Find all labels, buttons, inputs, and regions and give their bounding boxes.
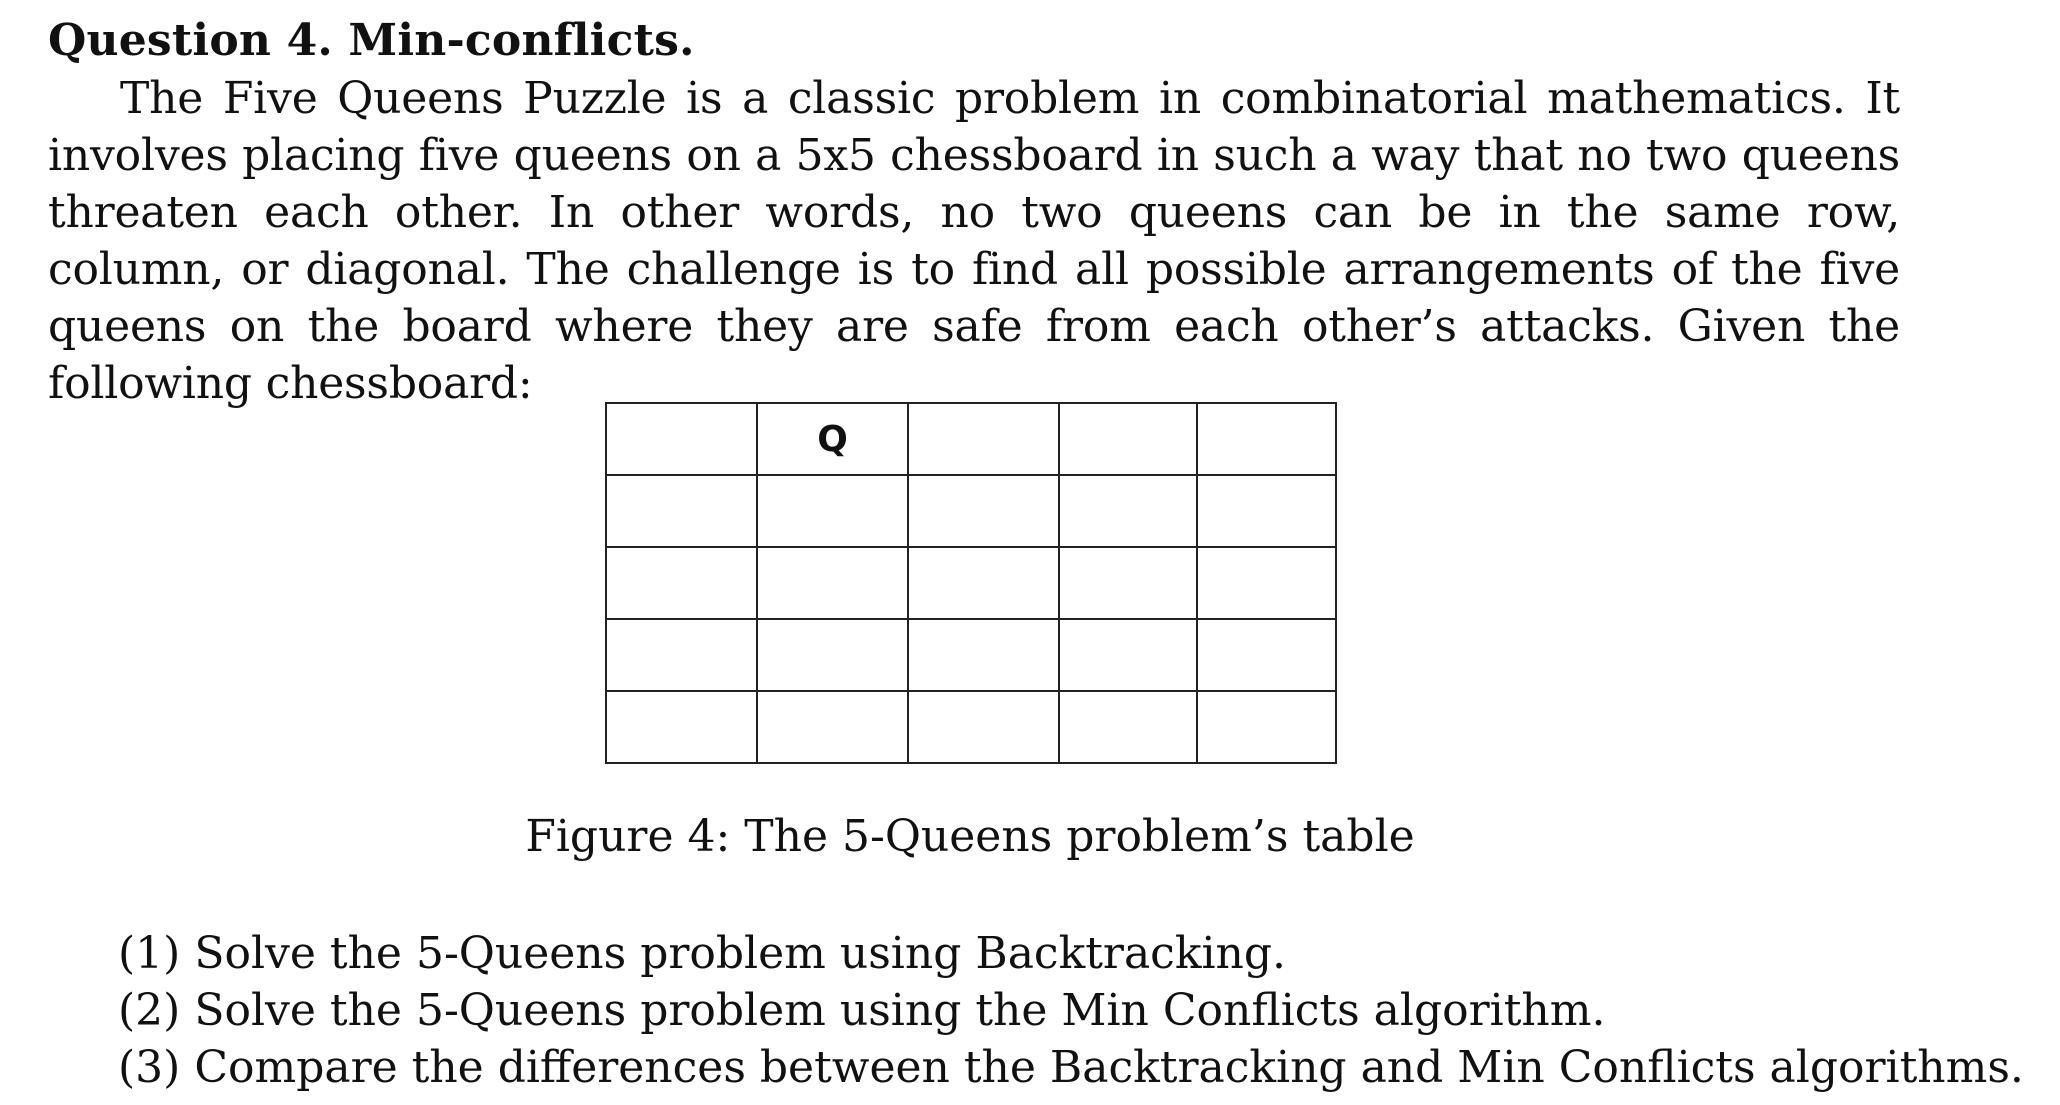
board-cell (1059, 691, 1197, 763)
board-row (606, 403, 1336, 475)
board-cell (908, 691, 1059, 763)
board-cell (1059, 475, 1197, 547)
task-item: (2) Solve the 5-Queens problem using the Min Conflicts algorithm. (118, 985, 1606, 1036)
board-cell (1197, 475, 1336, 547)
board-cell (1059, 403, 1197, 475)
board-row (606, 691, 1336, 763)
board-cell (1197, 547, 1336, 619)
board-cell (757, 691, 908, 763)
board-cell (606, 403, 757, 475)
board-cell (606, 619, 757, 691)
board-cell (757, 547, 908, 619)
question-intro: The Five Queens Puzzle is a classic problem in combinatorial mathematics. It involves placing five queens on a 5x5 chessboard in such a way that no two queens threaten each other. In other words, no two queens can be in the same row, column, or diagonal. The challenge is to find all possible arrangements of the five queens on the board where they are safe from each other’s attacks. Given the following chessboard: (48, 73, 1900, 409)
question-title: Question 4. Min-conflicts. (48, 15, 695, 66)
board-cell (908, 403, 1059, 475)
board-cell (908, 475, 1059, 547)
chessboard-table (605, 402, 1337, 764)
board-cell (1197, 691, 1336, 763)
board-cell (908, 547, 1059, 619)
board-cell (1197, 619, 1336, 691)
board-cell (1059, 547, 1197, 619)
board-cell (908, 619, 1059, 691)
board-cell (606, 547, 757, 619)
board-cell (757, 475, 908, 547)
board-row (606, 547, 1336, 619)
board-row (606, 475, 1336, 547)
queen-cell: Q (757, 403, 908, 475)
figure-caption: Figure 4: The 5-Queens problem’s table (525, 811, 1415, 862)
task-item: (1) Solve the 5-Queens problem using Backtracking. (118, 928, 1287, 979)
board-cell (1197, 403, 1336, 475)
task-list (118, 925, 2024, 1096)
board-cell (606, 475, 757, 547)
board-cell (1059, 619, 1197, 691)
board-row (606, 619, 1336, 691)
board-cell (606, 691, 757, 763)
board-cell (757, 619, 908, 691)
task-item: (3) Compare the differences between the Backtracking and Min Conflicts algorithms. (118, 1042, 2024, 1093)
